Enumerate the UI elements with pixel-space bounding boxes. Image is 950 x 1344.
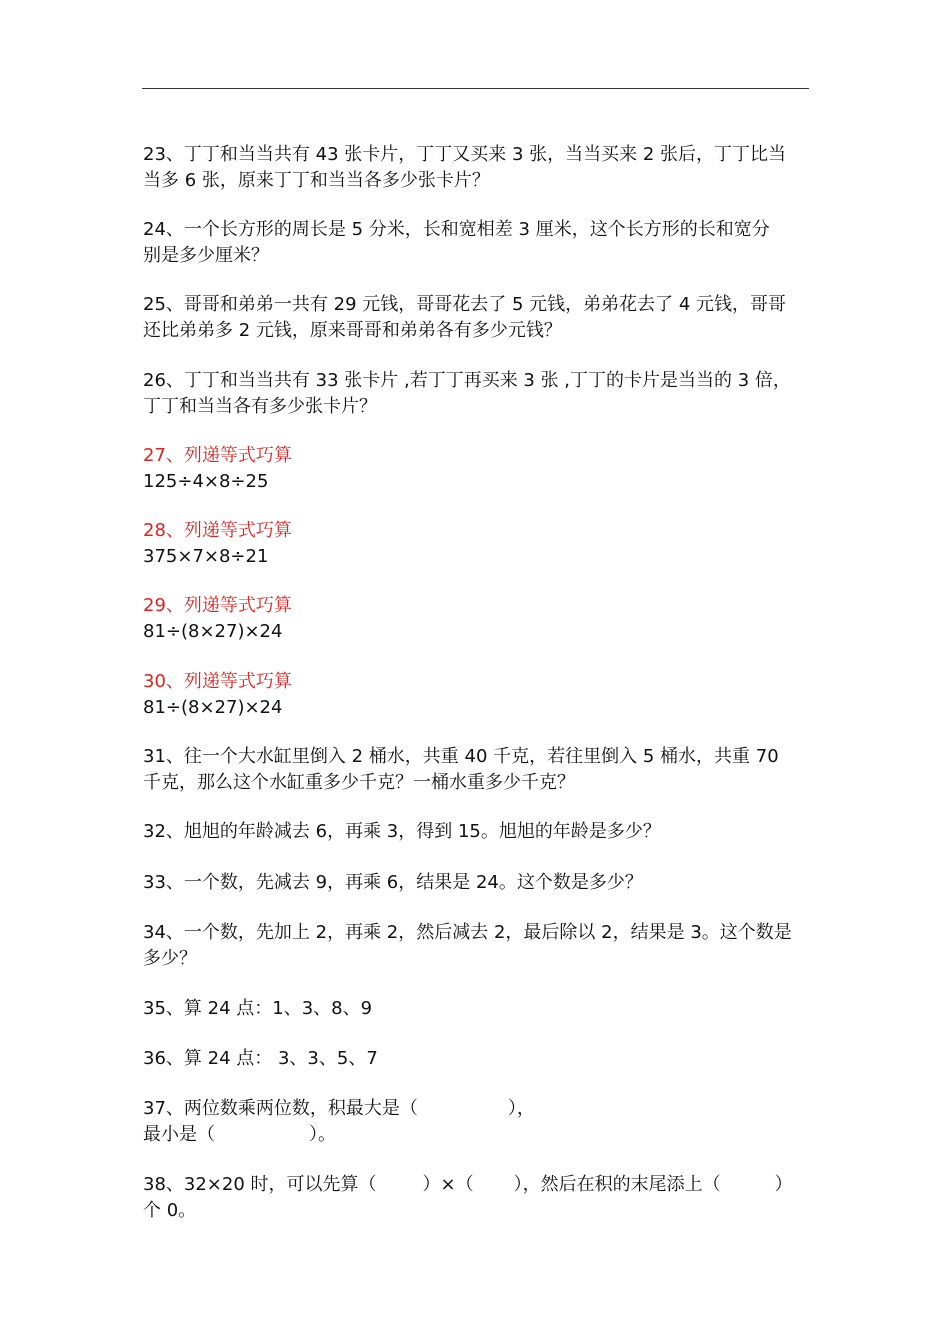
- question-33: [143, 870, 815, 896]
- question-25-line-1: 25、哥哥和弟弟一共有 29 元钱，哥哥花去了 5 元钱，弟弟花去了 4 元钱，哥哥: [143, 294, 787, 315]
- question-37-line-1: [143, 1096, 815, 1122]
- question-25-line-2: 还比弟弟多 2 元钱，原来哥哥和弟弟各有多少元钱？: [143, 320, 562, 341]
- question-34-line-1: 34、一个数，先加上 2，再乘 2，然后减去 2，最后除以 2，结果是 3。这个数是: [143, 922, 792, 943]
- question-23-line-1: 23、丁丁和当当共有 43 张卡片，丁丁又买来 3 张，当当买来 2 张后，丁丁比当: [143, 144, 787, 165]
- question-37-line-2: [143, 1122, 815, 1148]
- question-23-line-2: 当多 6 张，原来丁丁和当当各多少张卡片？: [143, 170, 490, 191]
- question-37: [143, 1096, 815, 1148]
- question-38-line-2: 个 0。: [143, 1200, 197, 1221]
- question-37-min-prefix: 最小是（: [143, 1124, 215, 1145]
- question-38-part-c: ），然后在积的末尾添上（: [513, 1174, 721, 1195]
- question-29-title: 29、列递等式巧算: [143, 595, 292, 616]
- question-24-line-1: 24、一个长方形的周长是 5 分米，长和宽相差 3 厘米，这个长方形的长和宽分: [143, 219, 770, 240]
- question-31: [143, 744, 815, 796]
- question-32-line-1: 32、旭旭的年龄减去 6，再乘 3，得到 15。旭旭的年龄是多少？: [143, 821, 661, 842]
- question-28-title: 28、列递等式巧算: [143, 520, 292, 541]
- question-28-expression: 375×7×8÷21: [143, 546, 269, 567]
- question-29-expression: 81÷(8×27)×24: [143, 621, 283, 642]
- question-26-line-2: 丁丁和当当各有多少张卡片？: [143, 396, 377, 417]
- question-28: [143, 518, 815, 570]
- question-24-line-2: 别是多少厘米？: [143, 245, 269, 266]
- question-31-line-2: 千克，那么这个水缸重多少千克？一桶水重多少千克？: [143, 772, 575, 793]
- question-30-title: 30、列递等式巧算: [143, 671, 292, 692]
- question-35-line-1: 35、算 24 点：1、3、8、9: [143, 998, 373, 1019]
- question-36-line-1: 36、算 24 点： 3、3、5、7: [143, 1048, 378, 1069]
- question-38-part-d: ）: [774, 1174, 793, 1195]
- question-33-line-1: 33、一个数，先减去 9，再乘 6，结果是 24。这个数是多少？: [143, 872, 643, 893]
- question-23: [143, 142, 815, 194]
- question-34: [143, 920, 815, 972]
- question-31-line-1: 31、往一个大水缸里倒入 2 桶水，共重 40 千克，若往里倒入 5 桶水，共重 70: [143, 746, 779, 767]
- question-30-expression: 81÷(8×27)×24: [143, 697, 283, 718]
- question-38-part-b: ）×（: [422, 1174, 474, 1195]
- question-27: [143, 443, 815, 495]
- question-32: [143, 819, 815, 845]
- question-35: [143, 996, 815, 1022]
- question-34-line-2: 多少？: [143, 948, 197, 969]
- question-30: [143, 669, 815, 721]
- header-rule: [142, 88, 809, 89]
- question-26: [143, 368, 815, 420]
- question-29: [143, 593, 815, 645]
- question-27-expression: 125÷4×8÷25: [143, 471, 269, 492]
- question-38-part-a: 38、32×20 时，可以先算（: [143, 1174, 377, 1195]
- question-38: [143, 1172, 815, 1224]
- question-26-line-1: 26、丁丁和当当共有 33 张卡片 ,若丁丁再买来 3 张 ,丁丁的卡片是当当的 3 倍，: [143, 370, 791, 391]
- question-37-min-suffix: ）。: [309, 1124, 336, 1145]
- question-24: [143, 217, 815, 269]
- question-38-line-1: [143, 1172, 815, 1198]
- question-37-max-suffix: ），: [507, 1098, 535, 1119]
- question-27-title: 27、列递等式巧算: [143, 445, 292, 466]
- question-36: [143, 1046, 815, 1072]
- question-25: [143, 292, 815, 344]
- question-37-max-prefix: 37、两位数乘两位数，积最大是（: [143, 1098, 418, 1119]
